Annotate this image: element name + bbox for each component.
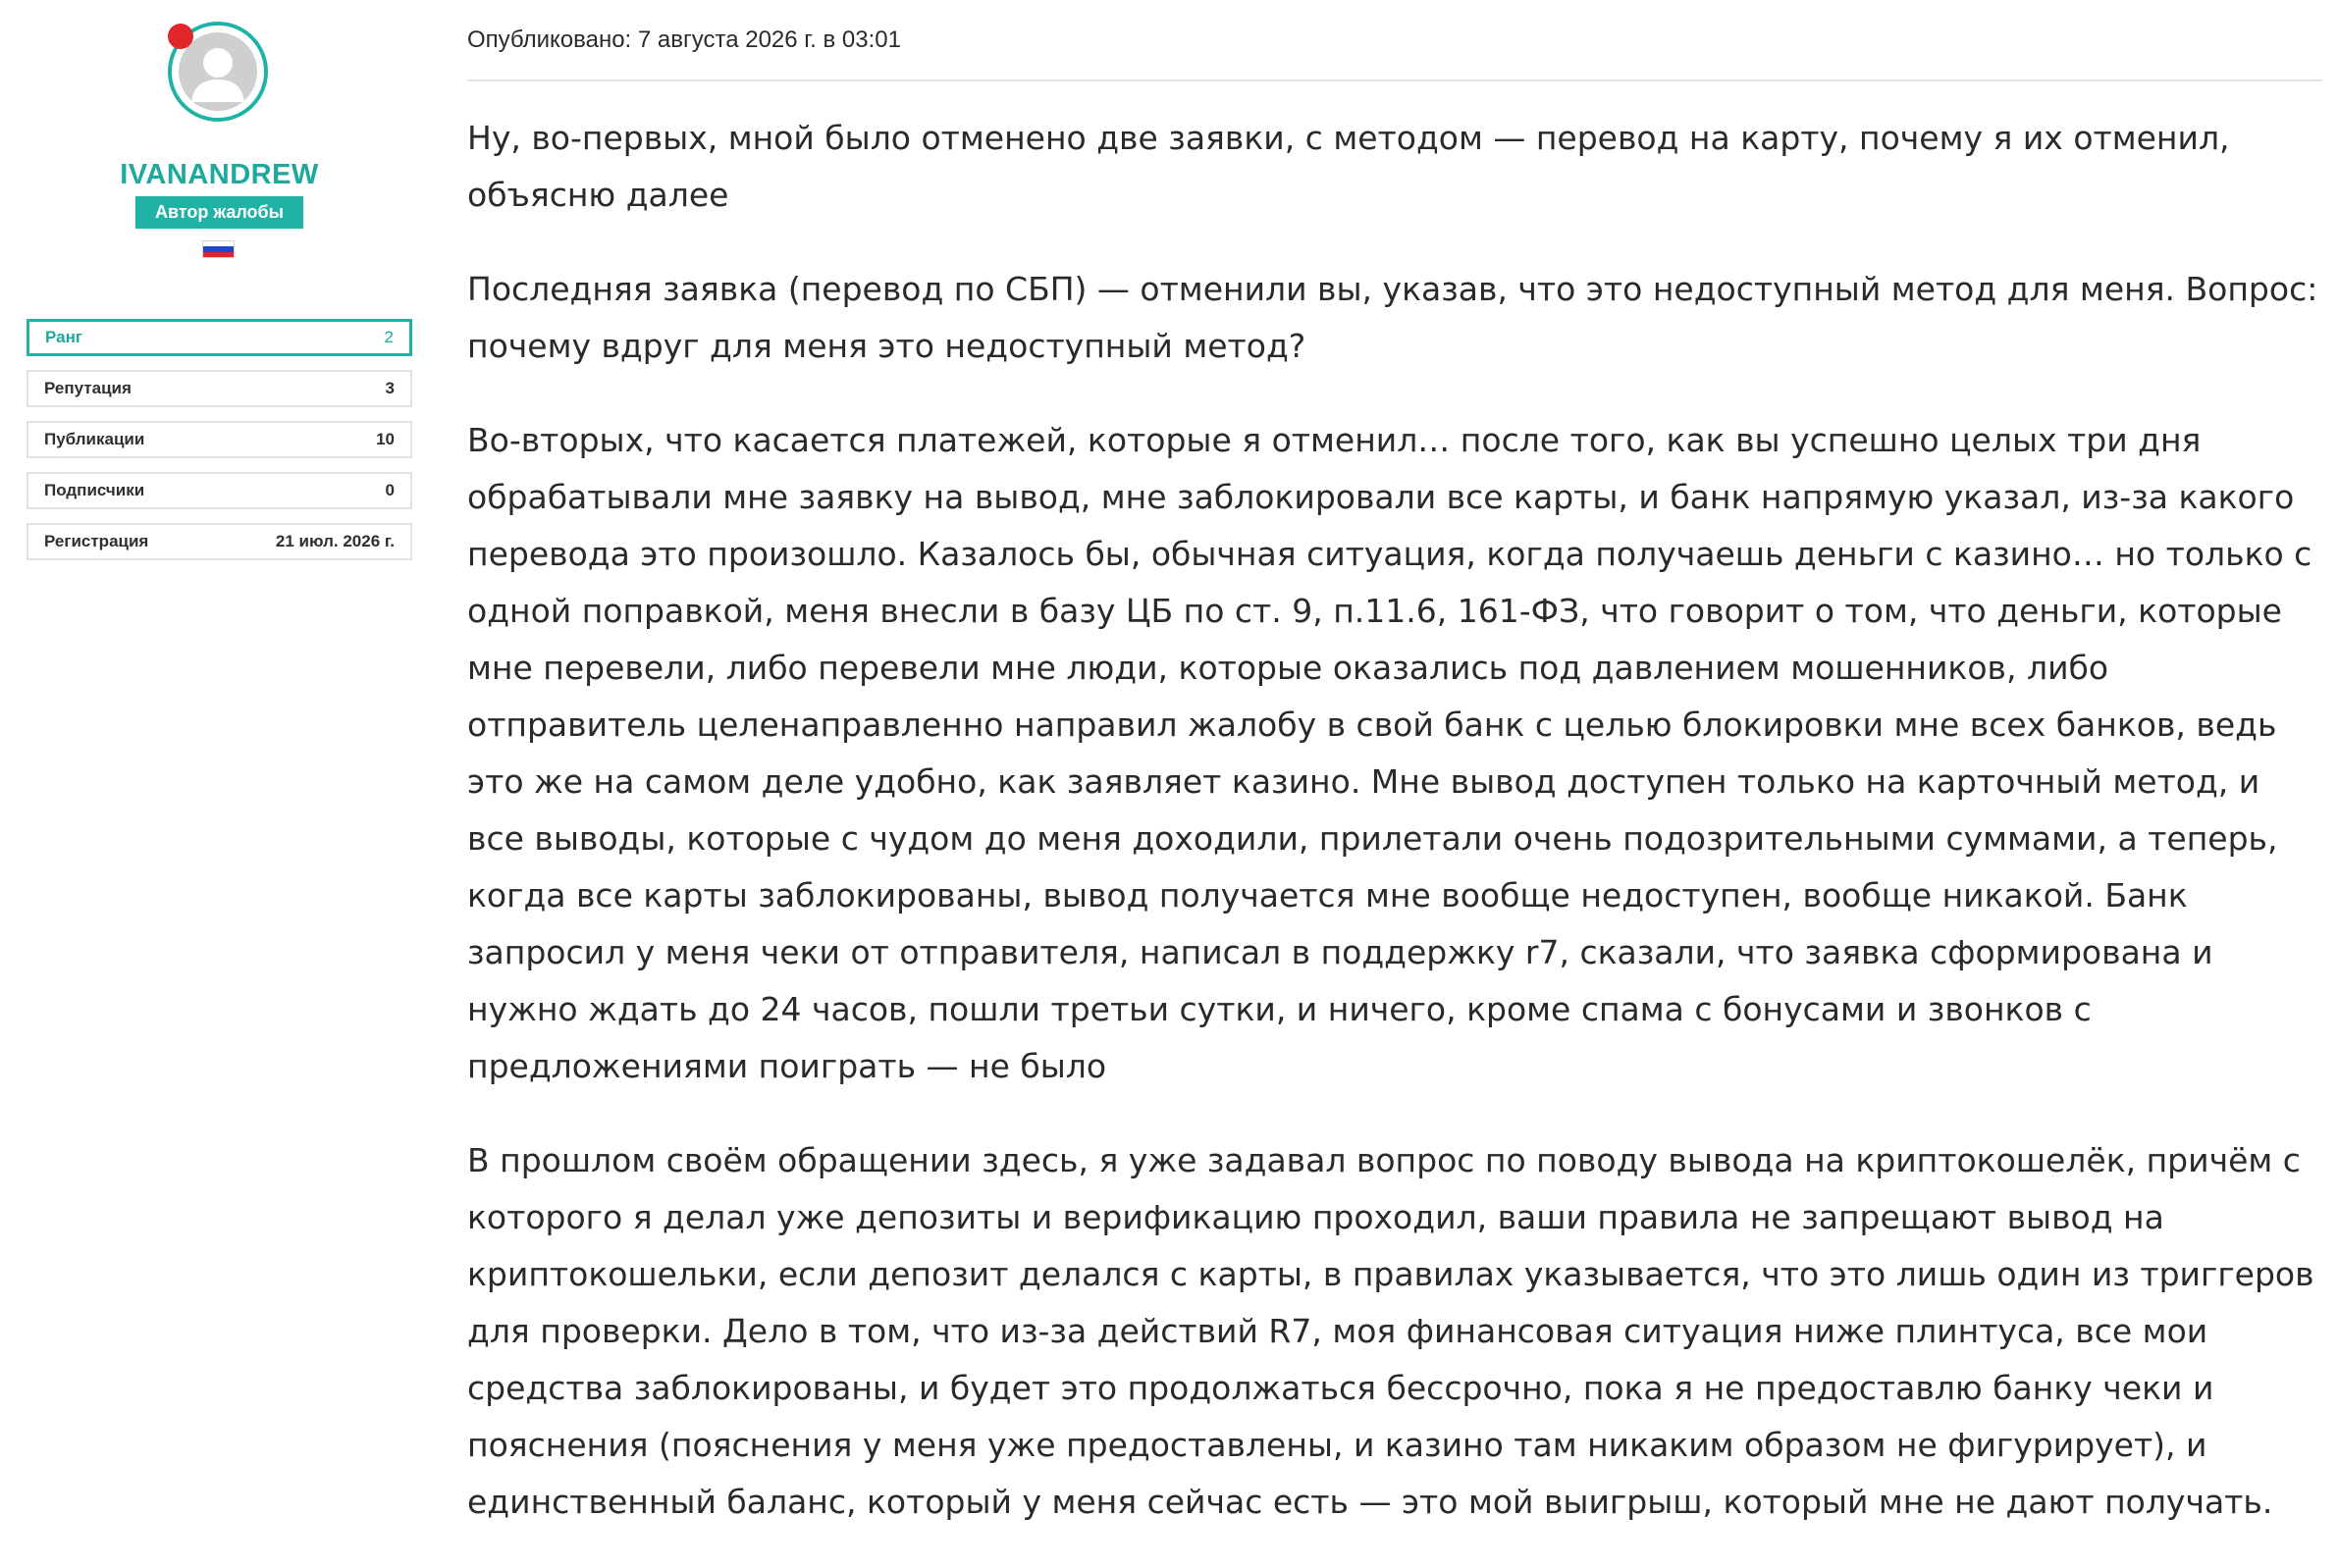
stat-followers[interactable] bbox=[27, 472, 412, 509]
stat-value: 0 bbox=[385, 481, 395, 499]
user-stats bbox=[27, 319, 412, 574]
stat-value: 21 июл. 2026 г. bbox=[275, 532, 395, 550]
stat-rank[interactable] bbox=[27, 319, 412, 356]
stat-label: Подписчики bbox=[44, 481, 145, 499]
stat-posts[interactable] bbox=[27, 421, 412, 458]
post-content bbox=[467, 110, 2322, 1568]
author-badge: Автор жалобы bbox=[135, 196, 303, 229]
post-paragraph: В прошлом своём обращении здесь, я уже задавал вопрос по поводу вывода на криптокошелёк, причём с которого я делал уже депозиты и верификацию проходил, ваши правила не запрещают вывод на криптокошельки, если депозит делался с карты, в правилах указывается, что это лишь один из триггеров для проверки. Дело в том, что из-за действий R7, моя финансовая ситуация ниже плинтуса, все мои средства заблокированы, и будет это продолжаться бессрочно, пока я не предоставлю банку чеки и пояснения (пояснения у меня уже предоставлены, и казино там никаким образом не фигурирует), и единственный баланс, который у меня сейчас есть — это мой выигрыш, который мне не дают получать. bbox=[467, 1141, 2314, 1521]
stat-value: 2 bbox=[384, 328, 394, 346]
avatar-container[interactable] bbox=[168, 22, 268, 122]
stat-registration[interactable] bbox=[27, 523, 412, 560]
online-status-indicator bbox=[168, 24, 193, 49]
stat-value: 3 bbox=[385, 379, 395, 397]
stat-label: Репутация bbox=[44, 379, 132, 397]
stat-label: Регистрация bbox=[44, 532, 149, 550]
stat-label: Ранг bbox=[45, 328, 82, 346]
post-paragraph: Ну, во-первых, мной было отменено две заявки, с методом — перевод на карту, почему я их отменил, объясню далее bbox=[467, 119, 2230, 214]
post-paragraph: Во-вторых, что касается платежей, которые я отменил… после того, как вы успешно целых три дня обрабатывали мне заявку на вывод, мне заблокировали все карты, и банк напрямую указал, из-за какого перевода это произошло. Казалось бы, обычная ситуация, когда получаешь деньги с казино… но только с одной поправкой, меня внесли в базу ЦБ по ст. 9, п.11.6, 161-ФЗ, что говорит о том, что деньги, которые мне перевели, либо перевели мне люди, которые оказались под давлением мошенников, либо отправитель целенаправленно направил жалобу в свой банк с целью блокировки мне всех банков, ведь это же на самом деле удобно, как заявляет казино. Мне вывод доступен только на карточный метод, и все выводы, которые с чудом до меня доходили, прилетали очень подозрительными суммами, а теперь, когда все карты заблокированы, вывод получается мне вообще недоступен, вообще никакой. Банк запросил у меня чеки от отправителя, написал в поддержку r7, сказали, что заявка сформирована и нужно ждать до 24 часов, пошли третьи сутки, и ничего, кроме спама с бонусами и звонков с предложениями поиграть — не было bbox=[467, 421, 2312, 1085]
stat-value: 10 bbox=[376, 430, 395, 448]
post-paragraph: Последняя заявка (перевод по СБП) — отменили вы, указав, что это недоступный метод для меня. Вопрос: почему вдруг для меня это недоступный метод? bbox=[467, 270, 2318, 365]
stat-label: Публикации bbox=[44, 430, 145, 448]
username[interactable]: IVANANDREW bbox=[120, 159, 319, 190]
stat-reputation[interactable] bbox=[27, 370, 412, 407]
russia-flag-icon bbox=[202, 240, 235, 258]
published-timestamp: Опубликовано: 7 августа 2026 г. в 03:01 bbox=[467, 26, 901, 53]
header-divider bbox=[467, 79, 2322, 81]
